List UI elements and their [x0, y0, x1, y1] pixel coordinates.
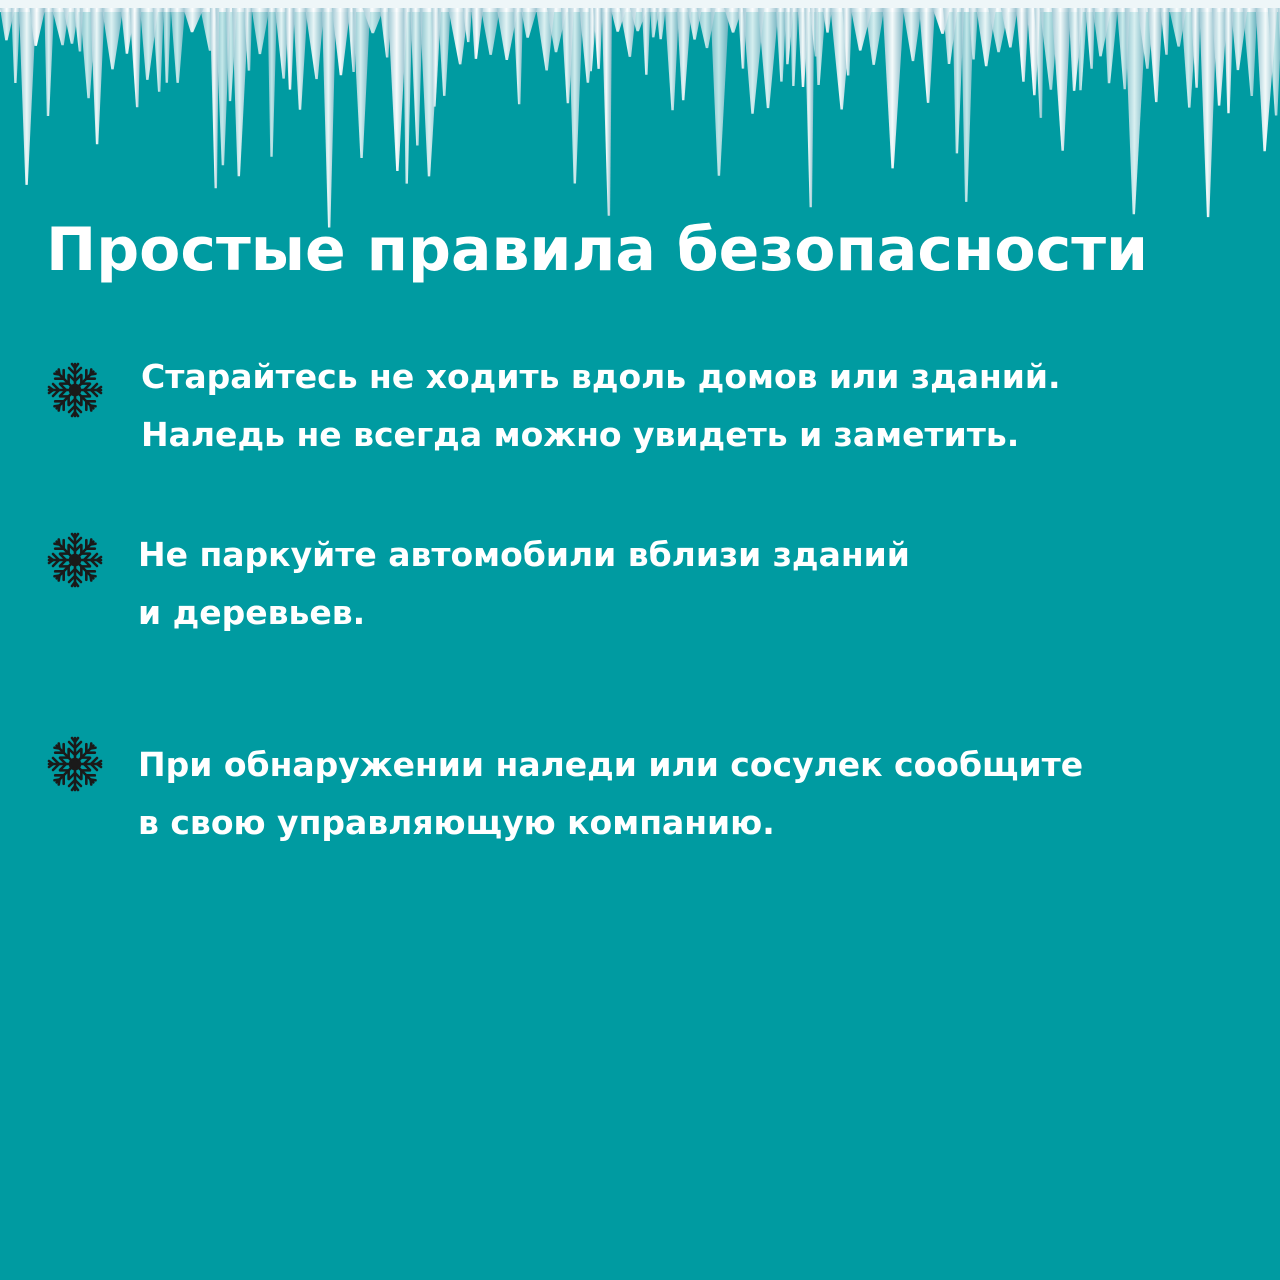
- icicle: [1148, 8, 1163, 102]
- icicle: [865, 8, 884, 65]
- icicle: [1243, 8, 1258, 96]
- icicle: [322, 8, 336, 228]
- icicle: [665, 8, 679, 110]
- icicle: [677, 8, 692, 100]
- icicle: [1052, 8, 1071, 151]
- rule-text-1: [141, 348, 1061, 464]
- icicle: [481, 8, 500, 55]
- icicle: [521, 8, 538, 38]
- icicle: [1104, 8, 1118, 83]
- icicle: [403, 8, 412, 184]
- icicle: [919, 8, 935, 103]
- icicle: [1077, 8, 1087, 90]
- icicle: [711, 8, 730, 176]
- icicle: [883, 8, 904, 168]
- icicle: [153, 8, 164, 92]
- icicle: [656, 8, 666, 39]
- page-title: Простые правила безопасности: [46, 215, 1149, 285]
- icicle: [129, 8, 141, 107]
- icicle-group: [0, 8, 1280, 228]
- snowflake-icon: [45, 360, 105, 420]
- rule-text-1-line-1: Старайтесь не ходить вдоль домов или зданий.: [141, 357, 1061, 396]
- icicle: [758, 8, 779, 108]
- icicle: [183, 8, 204, 32]
- rule-text-3-line-2: в свою управляющую компанию.: [138, 803, 775, 842]
- icicle: [804, 8, 814, 207]
- rule-text-1-line-2: Наледь не всегда можно увидеть и заметить.: [141, 415, 1020, 454]
- icicle: [293, 8, 307, 110]
- rule-text-2: [138, 526, 910, 642]
- icicle: [268, 8, 277, 157]
- icicle: [1160, 8, 1169, 55]
- icicle: [568, 8, 583, 184]
- icicle: [790, 8, 798, 86]
- icicles-border: [0, 0, 1280, 240]
- icicle: [171, 8, 185, 83]
- icicle: [438, 8, 451, 96]
- rule-text-2-line-2: и деревьев.: [138, 593, 366, 632]
- rule-text-3: [138, 736, 1083, 852]
- icicle: [903, 8, 922, 61]
- snowflake-icon: [45, 734, 105, 794]
- icicle: [1224, 8, 1233, 113]
- icicle: [593, 8, 602, 69]
- icicle: [353, 8, 371, 158]
- rule-text-3-line-1: При обнаружении наледи или сосулек сообщите: [138, 745, 1084, 784]
- icicle: [11, 8, 20, 83]
- snowflake-icon: [45, 530, 105, 590]
- icicle: [252, 8, 270, 54]
- rule-text-2-line-1: Не паркуйте автомобили вблизи зданий: [138, 535, 910, 574]
- icicle: [642, 8, 651, 75]
- icicle: [471, 8, 483, 59]
- icicle: [602, 8, 612, 216]
- icicle: [305, 8, 324, 79]
- icicle: [513, 8, 523, 104]
- icicle: [815, 8, 826, 85]
- icicle: [44, 8, 54, 116]
- icicle: [102, 8, 123, 69]
- icicle: [163, 8, 171, 83]
- icicle: [1085, 8, 1095, 69]
- icicle: [1016, 8, 1029, 82]
- icicle: [90, 8, 104, 144]
